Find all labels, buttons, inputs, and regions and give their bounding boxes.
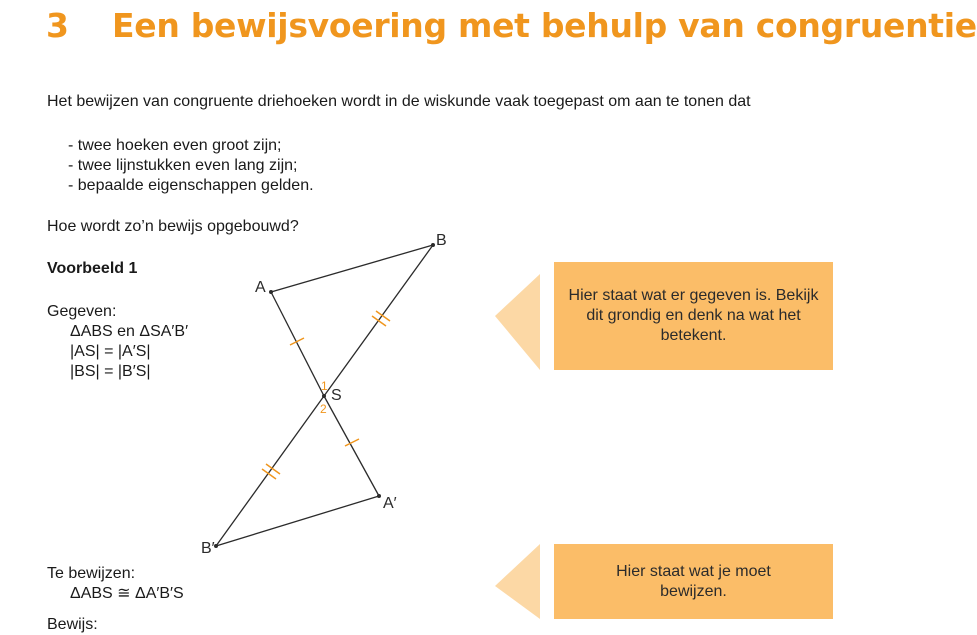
label-b2: B′ (201, 540, 215, 557)
label-a2: A′ (383, 495, 397, 512)
example-title: Voorbeeld 1 (47, 260, 138, 277)
list-item: - twee lijnstukken even lang zijn; (68, 156, 314, 176)
segment-a2b2 (216, 496, 379, 546)
point-a (269, 290, 273, 294)
segment-sa2 (324, 396, 379, 496)
point-b (431, 243, 435, 247)
to-prove-line: ΔABS ≅ ΔA′B′S (70, 585, 184, 602)
given-label: Gegeven: (47, 303, 117, 320)
angle-label-1: 1 (321, 379, 328, 393)
segment-ab (271, 245, 433, 292)
callout-given (495, 262, 833, 370)
given-line-3: |BS| = |B′S| (70, 363, 151, 380)
callout-to-prove (495, 544, 833, 619)
label-s: S (331, 387, 342, 404)
callout-to-prove-text: Hier staat wat je moet bewijzen. (616, 562, 771, 600)
callout-given-text: Hier staat wat er gegeven is. Bekijk dit grondig en denk na wat het betekent. (568, 287, 819, 344)
given-line-1: ΔABS en ΔSA′B′ (70, 323, 189, 340)
label-a: A (255, 279, 266, 296)
label-b: B (436, 232, 447, 249)
to-prove-label: Te bewijzen: (47, 565, 136, 582)
section-title: Een bewijsvoering met behulp van congruentie (112, 6, 977, 45)
segment-as (271, 292, 324, 396)
question-text: Hoe wordt zo’n bewijs opgebouwd? (47, 218, 299, 235)
angle-label-2: 2 (320, 402, 327, 416)
section-number: 3 (46, 6, 69, 45)
given-line-2: |AS| = |A′S| (70, 343, 151, 360)
point-s (322, 394, 326, 398)
segment-sb2 (216, 396, 324, 546)
tick-mark-sa2 (345, 439, 359, 446)
cut-off-text: Bewijs: (47, 616, 98, 633)
point-a2 (377, 494, 381, 498)
intro-text: Het bewijzen van congruente driehoeken wordt in de wiskunde vaak toegepast om aan te tonen dat (47, 93, 751, 110)
list-item: - twee hoeken even groot zijn; (68, 136, 314, 156)
list-item: - bepaalde eigenschappen gelden. (68, 176, 314, 196)
